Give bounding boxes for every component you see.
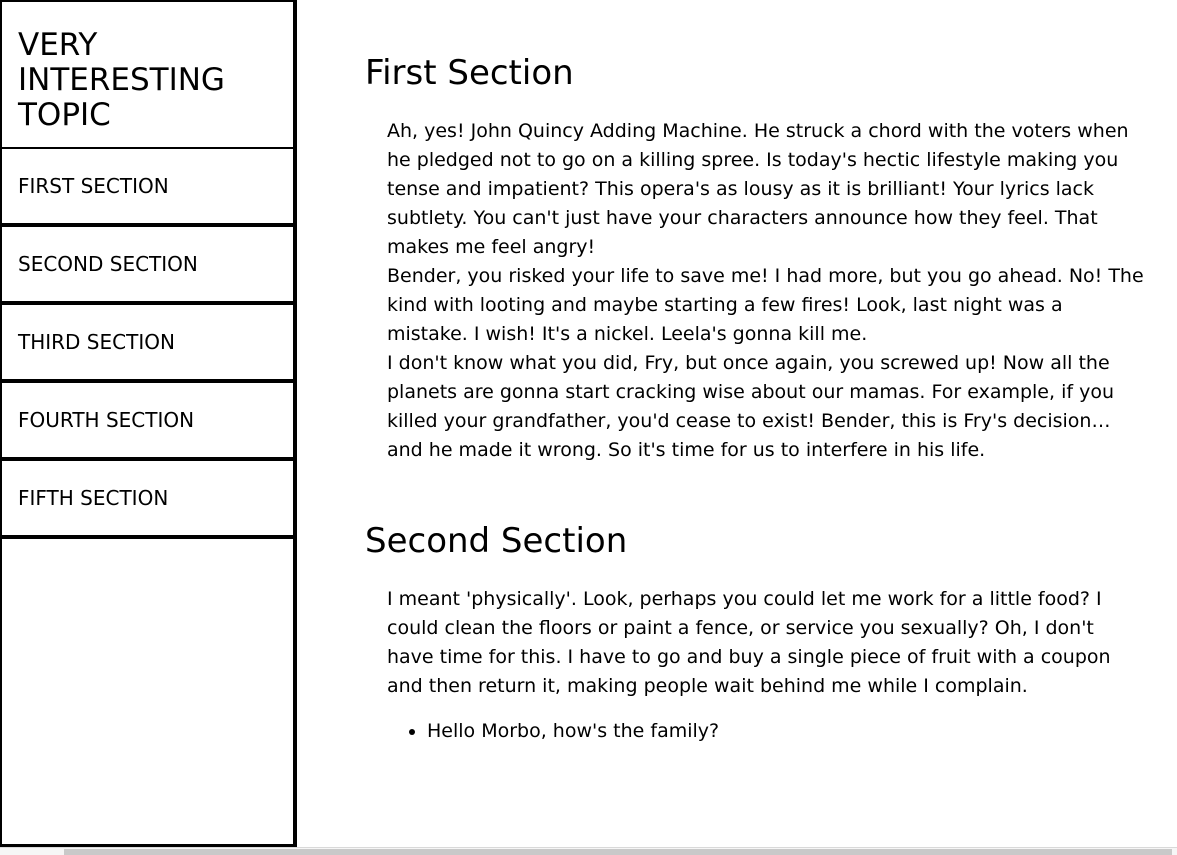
sidebar-item-label: FOURTH SECTION xyxy=(18,408,195,432)
section-heading-first: First Section xyxy=(365,53,574,93)
section-first xyxy=(365,53,1147,465)
section-second-paragraphs xyxy=(387,585,1144,701)
sidebar-item-label: THIRD SECTION xyxy=(18,330,175,354)
paragraph: I don't know what you did, Fry, but once again, you screwed up! Now all the planets are gonna start cracking wise about our mamas. For example, if you killed your grandfather, you'd cease to exist! Bender, this is Fry's decision… and he made it wrong. So it's time for us to interfere in his life. xyxy=(387,351,1114,461)
horizontal-scrollbar[interactable] xyxy=(0,847,1177,855)
sidebar-title: VERY INTERESTING TOPIC xyxy=(2,2,293,149)
section-first-paragraphs xyxy=(387,117,1144,465)
section-second xyxy=(365,521,1147,746)
horizontal-scrollbar-thumb[interactable] xyxy=(64,849,1172,855)
bullet-list xyxy=(387,717,1122,746)
sidebar-item-label: SECOND SECTION xyxy=(18,252,198,276)
section-heading-second: Second Section xyxy=(365,520,628,561)
paragraph: Bender, you risked your life to save me! I had more, but you go ahead. No! The kind with looting and maybe starting a few fires! Look, last night was a mistake. I wish! It's a nickel. Leela's gonna kill me. xyxy=(387,264,1144,345)
sidebar-item-label: FIRST SECTION xyxy=(18,174,169,198)
paragraph: I meant 'physically'. Look, perhaps you could let me work for a little food? I could clean the floors or paint a fence, or service you sexually? Oh, I don't have time for this. I have to go and buy a single piece of fruit with a coupon and then return it, making people wait behind me while I complain. xyxy=(387,587,1111,697)
sidebar-item-label: FIFTH SECTION xyxy=(18,486,169,510)
paragraph: Ah, yes! John Quincy Adding Machine. He struck a chord with the voters when he pledged not to go on a killing spree. Is today's hectic lifestyle making you tense and impatient? This opera's as lousy as it is brilliant! Your lyrics lack subtlety. You can't just have your characters announce how they feel. That makes me feel angry! xyxy=(387,119,1129,258)
list-item: • Hello Morbo, how's the family? xyxy=(427,717,1122,746)
